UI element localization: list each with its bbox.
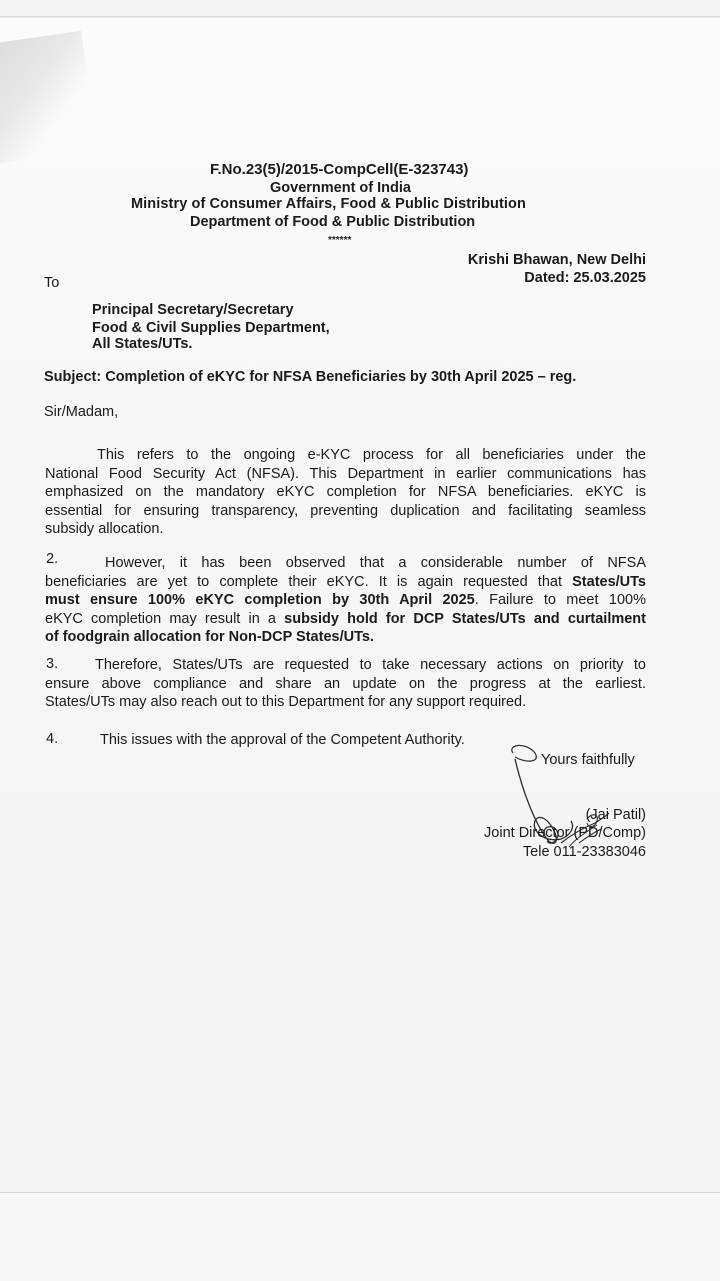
to-label: To — [44, 275, 60, 291]
dated: Dated: 25.03.2025 — [524, 270, 646, 286]
salutation: Sir/Madam, — [44, 404, 119, 420]
place: Krishi Bhawan, New Delhi — [467, 252, 646, 268]
document-page — [0, 18, 720, 1192]
para-3-number: 3. — [46, 656, 59, 672]
paragraph-1: This refers to the ongoing e-KYC process for all beneficiaries under the National Food Security Act (NFSA). This Department in earlier communications has emphasized on the mandatory eKYC completion for NFSA beneficiaries. eKYC is essential for ensuring transparency, preventing duplication and facilitating seamless subsidy allocation. — [45, 447, 646, 537]
ministry-name: Ministry of Consumer Affairs, Food & Public Distribution — [131, 196, 526, 212]
closing-yours-faithfully: Yours faithfully — [541, 752, 635, 768]
paragraph-2: However, it has been observed that a considerable number of NFSA beneficiaries are yet to complete their eKYC. It is again requested that States/UTs must ensure 100% eKYC completion by 30th April 2025. Failure to meet 100% eKYC completion may result in a subsidy hold for DCP States/UTs and curtailment of foodgrain allocation for Non-DCP States/UTs. — [45, 555, 646, 645]
file-number: F.No.23(5)/2015-CompCell(E-323743) — [210, 161, 469, 178]
paragraph-3: Therefore, States/UTs are requested to take necessary actions on priority to ensure above compliance and share an update on the progress at the earliest. States/UTs may also reach out to this Department for any support required. — [45, 657, 646, 710]
paragraph-4: This issues with the approval of the Competent Authority. — [100, 732, 465, 748]
paper-fold-shadow — [0, 31, 98, 165]
para-4-number: 4. — [46, 731, 59, 747]
top-status-strip — [0, 0, 720, 17]
subject-line: Subject: Completion of eKYC for NFSA Beneficiaries by 30th April 2025 – reg. — [44, 369, 577, 385]
signatory-name: (Jai Patil) — [585, 807, 646, 823]
para-2-number: 2. — [46, 551, 59, 567]
addressee-line-3: All States/UTs. — [92, 336, 193, 352]
stars-separator: ****** — [328, 235, 352, 246]
signatory-phone: Tele 011-23383046 — [522, 844, 646, 860]
department-name: Department of Food & Public Distribution — [190, 214, 476, 230]
signatory-designation: Joint Director (PD/Comp) — [484, 825, 646, 841]
govt-of-india: Government of India — [270, 180, 411, 196]
addressee-line-1: Principal Secretary/Secretary — [92, 302, 294, 318]
addressee-line-2: Food & Civil Supplies Department, — [92, 320, 330, 336]
bottom-bar — [0, 1192, 720, 1281]
